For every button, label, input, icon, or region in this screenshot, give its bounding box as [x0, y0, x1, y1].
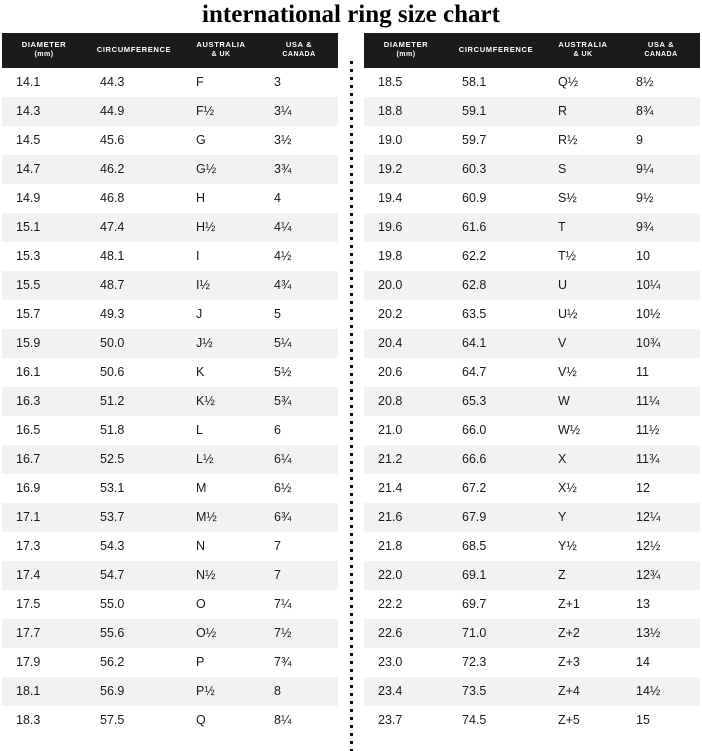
- cell-australia-uk: X½: [544, 474, 622, 503]
- cell-australia-uk: J: [182, 300, 260, 329]
- cell-usa-canada: 14: [622, 648, 700, 677]
- left-header-row: [2, 33, 338, 68]
- cell-usa-canada: 7½: [260, 619, 338, 648]
- cell-diameter: 15.1: [2, 213, 86, 242]
- col-header-australia-uk-main: AUSTRALIA: [196, 40, 246, 49]
- cell-circumference: 69.7: [448, 590, 544, 619]
- col-header-diameter: [2, 33, 86, 68]
- cell-circumference: 54.7: [86, 561, 182, 590]
- cell-usa-canada: 3: [260, 68, 338, 97]
- cell-circumference: 50.6: [86, 358, 182, 387]
- cell-circumference: 45.6: [86, 126, 182, 155]
- table-row: [364, 648, 700, 677]
- col-header-diameter-sub: (mm): [34, 51, 54, 58]
- cell-circumference: 66.6: [448, 445, 544, 474]
- cell-australia-uk: S: [544, 155, 622, 184]
- table-row: [2, 184, 338, 213]
- col-header-diameter: [364, 33, 448, 68]
- cell-circumference: 59.7: [448, 126, 544, 155]
- cell-usa-canada: 5¼: [260, 329, 338, 358]
- cell-diameter: 20.2: [364, 300, 448, 329]
- cell-diameter: 19.6: [364, 213, 448, 242]
- cell-diameter: 18.1: [2, 677, 86, 706]
- cell-diameter: 16.7: [2, 445, 86, 474]
- cell-circumference: 56.9: [86, 677, 182, 706]
- table-row: [364, 126, 700, 155]
- col-header-usa-canada-main: USA &: [285, 40, 313, 49]
- col-header-diameter-sub: (mm): [396, 51, 416, 58]
- cell-diameter: 23.0: [364, 648, 448, 677]
- col-header-diameter-main: DIAMETER: [383, 40, 429, 49]
- right-header-row: [364, 33, 700, 68]
- col-header-australia-uk-sub: & UK: [573, 51, 593, 58]
- table-row: [364, 184, 700, 213]
- cell-usa-canada: 7: [260, 561, 338, 590]
- table-row: [2, 706, 338, 735]
- cell-diameter: 16.3: [2, 387, 86, 416]
- col-header-circumference: [448, 33, 544, 68]
- cell-circumference: 67.9: [448, 503, 544, 532]
- cell-diameter: 21.2: [364, 445, 448, 474]
- cell-diameter: 19.0: [364, 126, 448, 155]
- table-row: [364, 619, 700, 648]
- table-row: [364, 68, 700, 97]
- cell-australia-uk: U½: [544, 300, 622, 329]
- cell-usa-canada: 3¾: [260, 155, 338, 184]
- cell-australia-uk: F: [182, 68, 260, 97]
- cell-circumference: 53.7: [86, 503, 182, 532]
- cell-diameter: 22.2: [364, 590, 448, 619]
- cell-diameter: 21.8: [364, 532, 448, 561]
- table-row: [364, 706, 700, 735]
- cell-diameter: 14.9: [2, 184, 86, 213]
- cell-usa-canada: 3½: [260, 126, 338, 155]
- cell-circumference: 44.3: [86, 68, 182, 97]
- cell-circumference: 62.2: [448, 242, 544, 271]
- cell-diameter: 17.1: [2, 503, 86, 532]
- cell-usa-canada: 10¾: [622, 329, 700, 358]
- cell-circumference: 63.5: [448, 300, 544, 329]
- cell-usa-canada: 9½: [622, 184, 700, 213]
- table-row: [2, 416, 338, 445]
- cell-diameter: 19.4: [364, 184, 448, 213]
- table-row: [2, 68, 338, 97]
- dotted-divider-line: [350, 61, 353, 751]
- cell-diameter: 16.1: [2, 358, 86, 387]
- cell-circumference: 62.8: [448, 271, 544, 300]
- cell-circumference: 57.5: [86, 706, 182, 735]
- cell-circumference: 47.4: [86, 213, 182, 242]
- col-header-australia-uk-main: AUSTRALIA: [558, 40, 608, 49]
- ring-size-table-left: [2, 33, 338, 735]
- cell-australia-uk: P½: [182, 677, 260, 706]
- cell-australia-uk: Q½: [544, 68, 622, 97]
- cell-usa-canada: 5¾: [260, 387, 338, 416]
- cell-circumference: 64.7: [448, 358, 544, 387]
- cell-diameter: 16.5: [2, 416, 86, 445]
- dotted-divider: [346, 33, 356, 751]
- cell-circumference: 74.5: [448, 706, 544, 735]
- table-row: [364, 242, 700, 271]
- cell-diameter: 17.3: [2, 532, 86, 561]
- table-row: [2, 648, 338, 677]
- cell-diameter: 19.8: [364, 242, 448, 271]
- table-row: [2, 97, 338, 126]
- table-row: [2, 677, 338, 706]
- cell-circumference: 61.6: [448, 213, 544, 242]
- col-header-usa-canada-sub: CANADA: [282, 51, 316, 58]
- cell-usa-canada: 6¾: [260, 503, 338, 532]
- cell-australia-uk: H: [182, 184, 260, 213]
- cell-usa-canada: 15: [622, 706, 700, 735]
- cell-australia-uk: Y½: [544, 532, 622, 561]
- cell-usa-canada: 5: [260, 300, 338, 329]
- cell-diameter: 21.6: [364, 503, 448, 532]
- col-header-australia-uk: [544, 33, 622, 68]
- left-table-wrap: [2, 33, 338, 735]
- cell-usa-canada: 12¾: [622, 561, 700, 590]
- cell-usa-canada: 7: [260, 532, 338, 561]
- cell-diameter: 23.4: [364, 677, 448, 706]
- cell-australia-uk: V: [544, 329, 622, 358]
- left-table-head: [2, 33, 338, 68]
- cell-australia-uk: Z+4: [544, 677, 622, 706]
- cell-circumference: 55.0: [86, 590, 182, 619]
- col-header-usa-canada: [622, 33, 700, 68]
- table-row: [364, 358, 700, 387]
- cell-diameter: 14.1: [2, 68, 86, 97]
- cell-diameter: 16.9: [2, 474, 86, 503]
- table-row: [364, 329, 700, 358]
- cell-australia-uk: L: [182, 416, 260, 445]
- cell-australia-uk: N: [182, 532, 260, 561]
- cell-circumference: 73.5: [448, 677, 544, 706]
- page-title: international ring size chart: [202, 1, 500, 28]
- cell-diameter: 20.6: [364, 358, 448, 387]
- table-row: [2, 445, 338, 474]
- cell-circumference: 48.7: [86, 271, 182, 300]
- cell-usa-canada: 11¼: [622, 387, 700, 416]
- table-row: [364, 590, 700, 619]
- cell-australia-uk: U: [544, 271, 622, 300]
- ring-size-table-right: [364, 33, 700, 735]
- cell-usa-canada: 5½: [260, 358, 338, 387]
- cell-circumference: 72.3: [448, 648, 544, 677]
- cell-circumference: 44.9: [86, 97, 182, 126]
- cell-australia-uk: F½: [182, 97, 260, 126]
- cell-australia-uk: J½: [182, 329, 260, 358]
- table-row: [2, 590, 338, 619]
- cell-usa-canada: 11½: [622, 416, 700, 445]
- cell-diameter: 22.0: [364, 561, 448, 590]
- cell-usa-canada: 6¼: [260, 445, 338, 474]
- cell-diameter: 15.3: [2, 242, 86, 271]
- cell-australia-uk: K½: [182, 387, 260, 416]
- cell-circumference: 46.2: [86, 155, 182, 184]
- cell-diameter: 17.5: [2, 590, 86, 619]
- cell-circumference: 54.3: [86, 532, 182, 561]
- cell-usa-canada: 8½: [622, 68, 700, 97]
- cell-circumference: 60.9: [448, 184, 544, 213]
- cell-usa-canada: 4½: [260, 242, 338, 271]
- cell-diameter: 18.5: [364, 68, 448, 97]
- col-header-usa-canada-main: USA &: [647, 40, 675, 49]
- cell-usa-canada: 10½: [622, 300, 700, 329]
- cell-circumference: 51.2: [86, 387, 182, 416]
- cell-diameter: 14.7: [2, 155, 86, 184]
- cell-diameter: 17.4: [2, 561, 86, 590]
- cell-australia-uk: M: [182, 474, 260, 503]
- cell-diameter: 20.8: [364, 387, 448, 416]
- col-header-usa-canada-sub: CANADA: [644, 51, 678, 58]
- col-header-circumference-main: CIRCUMFERENCE: [458, 45, 534, 54]
- cell-circumference: 69.1: [448, 561, 544, 590]
- cell-usa-canada: 4¾: [260, 271, 338, 300]
- right-table-wrap: [364, 33, 700, 735]
- table-row: [2, 126, 338, 155]
- table-row: [364, 213, 700, 242]
- cell-australia-uk: Z+1: [544, 590, 622, 619]
- cell-circumference: 53.1: [86, 474, 182, 503]
- cell-diameter: 23.7: [364, 706, 448, 735]
- table-row: [2, 271, 338, 300]
- cell-usa-canada: 9: [622, 126, 700, 155]
- cell-diameter: 18.8: [364, 97, 448, 126]
- cell-circumference: 50.0: [86, 329, 182, 358]
- cell-circumference: 52.5: [86, 445, 182, 474]
- cell-diameter: 17.7: [2, 619, 86, 648]
- cell-australia-uk: Q: [182, 706, 260, 735]
- cell-circumference: 68.5: [448, 532, 544, 561]
- table-row: [2, 358, 338, 387]
- cell-circumference: 55.6: [86, 619, 182, 648]
- cell-australia-uk: R½: [544, 126, 622, 155]
- cell-usa-canada: 9¼: [622, 155, 700, 184]
- cell-usa-canada: 10¼: [622, 271, 700, 300]
- table-row: [364, 155, 700, 184]
- cell-australia-uk: L½: [182, 445, 260, 474]
- cell-circumference: 56.2: [86, 648, 182, 677]
- cell-australia-uk: V½: [544, 358, 622, 387]
- cell-usa-canada: 7¾: [260, 648, 338, 677]
- cell-usa-canada: 7¼: [260, 590, 338, 619]
- tables-container: [0, 33, 702, 751]
- cell-diameter: 20.4: [364, 329, 448, 358]
- cell-diameter: 17.9: [2, 648, 86, 677]
- cell-circumference: 64.1: [448, 329, 544, 358]
- cell-circumference: 59.1: [448, 97, 544, 126]
- table-row: [364, 97, 700, 126]
- cell-australia-uk: Z+3: [544, 648, 622, 677]
- table-row: [364, 445, 700, 474]
- table-row: [2, 532, 338, 561]
- table-row: [364, 503, 700, 532]
- cell-circumference: 65.3: [448, 387, 544, 416]
- ring-size-chart-page: [0, 1, 702, 748]
- cell-australia-uk: K: [182, 358, 260, 387]
- cell-circumference: 60.3: [448, 155, 544, 184]
- cell-australia-uk: X: [544, 445, 622, 474]
- right-table-body: [364, 68, 700, 735]
- table-row: [364, 300, 700, 329]
- table-row: [364, 561, 700, 590]
- col-header-australia-uk-sub: & UK: [211, 51, 231, 58]
- cell-circumference: 46.8: [86, 184, 182, 213]
- cell-usa-canada: 12: [622, 474, 700, 503]
- table-row: [2, 561, 338, 590]
- col-header-circumference: [86, 33, 182, 68]
- cell-diameter: 14.3: [2, 97, 86, 126]
- cell-usa-canada: 10: [622, 242, 700, 271]
- table-row: [2, 619, 338, 648]
- cell-usa-canada: 12¼: [622, 503, 700, 532]
- cell-australia-uk: Z+5: [544, 706, 622, 735]
- cell-circumference: 66.0: [448, 416, 544, 445]
- cell-australia-uk: N½: [182, 561, 260, 590]
- cell-diameter: 20.0: [364, 271, 448, 300]
- cell-australia-uk: R: [544, 97, 622, 126]
- cell-usa-canada: 8¼: [260, 706, 338, 735]
- cell-australia-uk: T: [544, 213, 622, 242]
- cell-usa-canada: 6: [260, 416, 338, 445]
- cell-circumference: 51.8: [86, 416, 182, 445]
- cell-australia-uk: G: [182, 126, 260, 155]
- table-row: [2, 300, 338, 329]
- cell-usa-canada: 11¾: [622, 445, 700, 474]
- cell-australia-uk: I½: [182, 271, 260, 300]
- cell-diameter: 22.6: [364, 619, 448, 648]
- cell-australia-uk: I: [182, 242, 260, 271]
- cell-circumference: 58.1: [448, 68, 544, 97]
- cell-usa-canada: 11: [622, 358, 700, 387]
- table-row: [364, 677, 700, 706]
- table-row: [364, 532, 700, 561]
- cell-circumference: 71.0: [448, 619, 544, 648]
- table-row: [2, 329, 338, 358]
- cell-usa-canada: 13: [622, 590, 700, 619]
- right-table-head: [364, 33, 700, 68]
- cell-usa-canada: 4: [260, 184, 338, 213]
- cell-australia-uk: H½: [182, 213, 260, 242]
- table-row: [364, 474, 700, 503]
- cell-usa-canada: 14½: [622, 677, 700, 706]
- cell-circumference: 48.1: [86, 242, 182, 271]
- cell-circumference: 49.3: [86, 300, 182, 329]
- cell-australia-uk: O½: [182, 619, 260, 648]
- cell-diameter: 21.4: [364, 474, 448, 503]
- cell-australia-uk: W: [544, 387, 622, 416]
- cell-circumference: 67.2: [448, 474, 544, 503]
- cell-usa-canada: 8: [260, 677, 338, 706]
- cell-diameter: 19.2: [364, 155, 448, 184]
- cell-usa-canada: 4¼: [260, 213, 338, 242]
- cell-diameter: 15.9: [2, 329, 86, 358]
- left-table-body: [2, 68, 338, 735]
- cell-diameter: 14.5: [2, 126, 86, 155]
- cell-diameter: 18.3: [2, 706, 86, 735]
- table-row: [2, 503, 338, 532]
- table-row: [364, 271, 700, 300]
- col-header-australia-uk: [182, 33, 260, 68]
- cell-usa-canada: 13½: [622, 619, 700, 648]
- table-row: [2, 242, 338, 271]
- cell-australia-uk: G½: [182, 155, 260, 184]
- cell-diameter: 15.7: [2, 300, 86, 329]
- table-row: [2, 213, 338, 242]
- table-row: [364, 416, 700, 445]
- cell-usa-canada: 6½: [260, 474, 338, 503]
- table-row: [364, 387, 700, 416]
- table-row: [2, 155, 338, 184]
- cell-australia-uk: Z+2: [544, 619, 622, 648]
- cell-australia-uk: S½: [544, 184, 622, 213]
- cell-australia-uk: P: [182, 648, 260, 677]
- cell-usa-canada: 8¾: [622, 97, 700, 126]
- cell-australia-uk: Z: [544, 561, 622, 590]
- table-row: [2, 474, 338, 503]
- col-header-circumference-main: CIRCUMFERENCE: [96, 45, 172, 54]
- cell-diameter: 21.0: [364, 416, 448, 445]
- cell-diameter: 15.5: [2, 271, 86, 300]
- cell-usa-canada: 12½: [622, 532, 700, 561]
- cell-australia-uk: W½: [544, 416, 622, 445]
- table-row: [2, 387, 338, 416]
- cell-usa-canada: 9¾: [622, 213, 700, 242]
- cell-australia-uk: T½: [544, 242, 622, 271]
- cell-australia-uk: O: [182, 590, 260, 619]
- col-header-usa-canada: [260, 33, 338, 68]
- cell-australia-uk: M½: [182, 503, 260, 532]
- cell-australia-uk: Y: [544, 503, 622, 532]
- col-header-diameter-main: DIAMETER: [21, 40, 67, 49]
- cell-usa-canada: 3¼: [260, 97, 338, 126]
